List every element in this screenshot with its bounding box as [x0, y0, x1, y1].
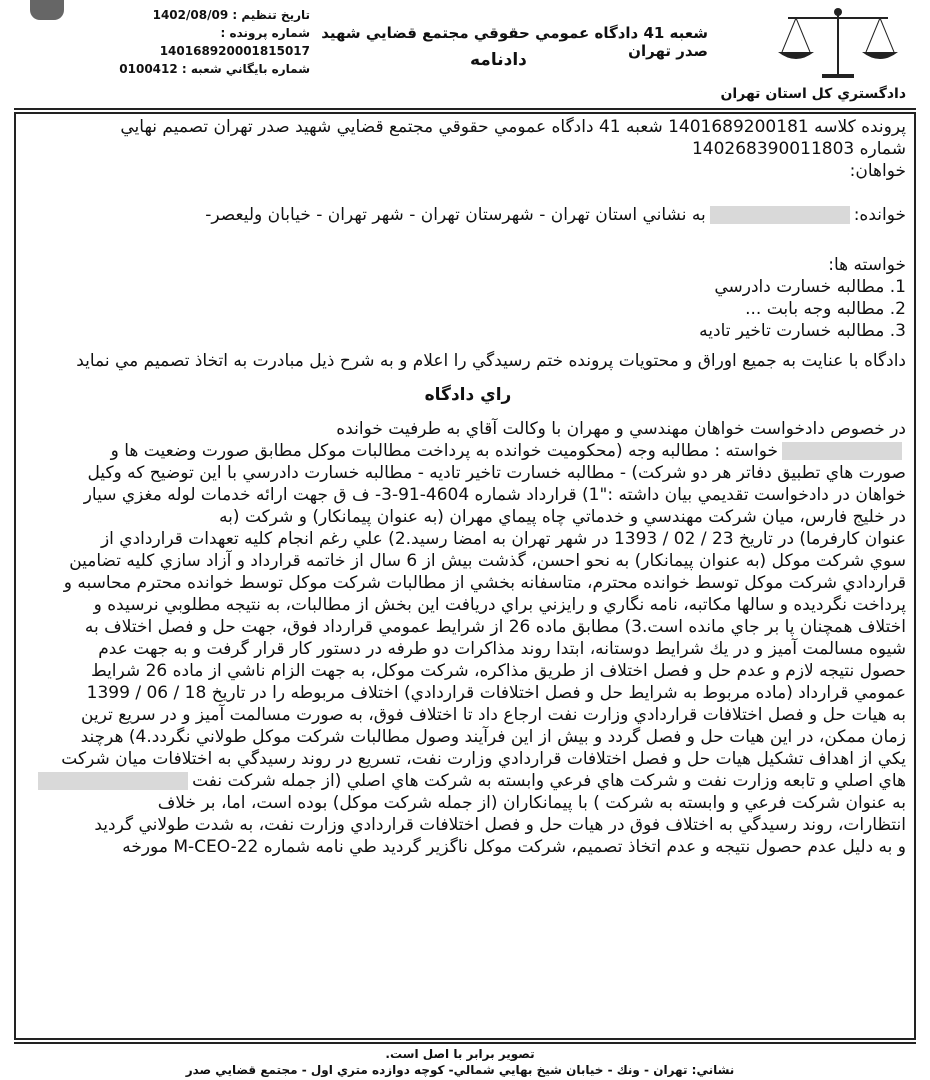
- document-body: [30, 116, 906, 858]
- footer: [20, 1046, 900, 1078]
- body-line: اختلاف همچنان پا بر جاي مانده است.3) مطابق ماده 26 از شرايط عمومي قرارداد فوق، جهت حل و فصل اختلاف به: [84, 617, 906, 637]
- body-line: عنوان كارفرما) در تاريخ 23 / 02 / 1393 در شهر تهران به امضا رسيد.2) علي رغم انجام كليه تعهدات قراردادي از: [100, 529, 906, 549]
- court-main: دادگستري كل استان تهران: [720, 86, 906, 102]
- request-item: 2. مطالبه وجه بابت ...: [745, 299, 906, 319]
- body-line: يكي از اهداف تشكيل هيات حل و فصل اختلافات قراردادي وزارت نفت، تسريع در روند رسيدگي به اختلافات ميان شركت: [61, 749, 906, 769]
- verdict-body: [30, 418, 906, 858]
- redacted-name: [710, 206, 850, 224]
- body-line: قراردادي شركت موكل توسط خوانده محترم، متاسفانه بخشي از مطالبات شركت موكل توسط خوانده محترم محاسبه و: [63, 573, 906, 593]
- court-address: نشاني: تهران - ونك - خيابان شيخ بهايي شمالي- كوچه دوازده متري اول - مجتمع قضايي صدر: [185, 1063, 735, 1077]
- doc-title: دادنامه: [470, 50, 527, 70]
- intro-text: دادگاه با عنايت به جميع اوراق و محتويات پرونده ختم رسيدگي را اعلام و به شرح ذيل مبادرت به اتخاذ تصميم مي نمايد: [76, 351, 906, 371]
- header-divider: [14, 108, 916, 110]
- requests-title: خواسته ها:: [828, 255, 906, 275]
- verdict-title: راي دادگاه: [424, 385, 512, 405]
- corner-mark: [30, 0, 64, 20]
- body-line: به عنوان شركت فرعي و وابسته به شركت ) با پيمانكاران (از جمله شركت موكل) بوده است، اما، بر خلاف: [157, 793, 906, 813]
- plaintiff-label: خواهان:: [849, 161, 906, 181]
- request-item: 3. مطالبه خسارت تاخير تاديه: [699, 321, 906, 341]
- body-line: حصول نتيجه لازم و عدم حل و فصل اختلاف از طريق مذاكره، شركت موكل، به جهت الزام ناشي از ماده 26 شرايط: [90, 661, 906, 681]
- case-line-1: پرونده كلاسه 1401689200181 شعبه 41 دادگاه عمومي حقوقي مجتمع قضايي شهيد صدر تهران تصميم نهايي: [120, 117, 906, 137]
- body-line: سوي شركت موكل (به عنوان پيمانكار) به نحو احسن، گذشت بيش از 6 سال از خاتمه قرارداد و آزاد سازي كليه تضامين: [69, 551, 906, 571]
- body-line: در خليج فارس، ميان شركت مهندسي و خدماتي چاه پيماي مهران (به عنوان پيمانكار) و شركت (به: [219, 507, 906, 527]
- body-line: به هيات حل و فصل اختلافات قراردادي وزارت نفت ارجاع داد تا اختلاف فوق، به صورت مسالمت آميز و در سريع ترين: [81, 705, 906, 725]
- body-line: هاي اصلي و تابعه وزارت نفت و شركت هاي فرعي وابسته به شركت هاي اصلي (از جمله شركت نفت: [30, 770, 906, 792]
- body-line: در خصوص دادخواست خواهان مهندسي و مهران با وكالت آقاي به طرفيت خوانده: [336, 419, 906, 439]
- request-item: 1. مطالبه خسارت دادرسي: [714, 277, 906, 297]
- body-line: صورت هاي تطبيق دفاتر هر دو شركت) - مطالبه خسارت تاخير تاديه - مطالبه خسارت دادرسي با اين توضيح كه وكيل: [87, 463, 906, 483]
- body-line: شيوه مسالمت آميز و در يك شرايط دوستانه، ابتدا روند مذاكرات دو طرفه در دستور كار قرار گرفت و به جهت عدم: [98, 639, 906, 659]
- body-line: عمومي قرارداد (ماده مربوط به شرايط حل و فصل اختلافات قراردادي) اختلاف مربوطه را در تاريخ 18 / 06 / 1399: [86, 683, 906, 703]
- meta-file-number: شماره پرونده : 140168920001815017: [159, 26, 310, 58]
- body-line: خواسته : مطالبه وجه (محكوميت خوانده به پرداخت مطالبات موكل مطابق صورت وضعيت ها و: [30, 440, 906, 462]
- redacted-company: [38, 772, 188, 790]
- meta-date: تاريخ تنظيم : 1402/08/09: [152, 8, 310, 22]
- copy-note: تصوير برابر با اصل است.: [385, 1047, 535, 1061]
- redacted-block: [782, 442, 902, 460]
- branch-line: شعبه 41 دادگاه عمومي حقوقي مجتمع قضايي شهيد صدر تهران: [321, 24, 708, 60]
- body-line: انتظارات، روند رسيدگي به اختلاف فوق در هيات حل و فصل اختلافات قراردادي وزارت نفت، به شدت طولاني گرديد: [94, 815, 906, 835]
- defendant-label: خوانده:: [853, 205, 906, 225]
- scales-of-justice-icon: [768, 4, 908, 84]
- footer-divider: [14, 1042, 916, 1044]
- body-line: و به دليل عدم حصول نتيجه و عدم اتخاذ تصميم، شركت موكل ناگزير گرديد طي نامه شماره M-CEO-22 مورخه: [122, 837, 906, 857]
- header-meta: [70, 6, 310, 78]
- defendant-address: به نشاني استان تهران - شهرستان تهران - شهر تهران - خيابان وليعصر-: [205, 205, 706, 225]
- defendant-line: [30, 204, 906, 226]
- body-line: زمان ممكن، در اين هيات حل و فصل گردد و بيش از اين فرآيند وصول مطالبات شركت موكل طولاني نگردد.4) هرچند: [80, 727, 906, 747]
- body-line: خواهان در دادخواست تقديمي بيان داشته :"1) قرارداد شماره 4604-91-3- ف ق جهت ارائه خدمات لوله مغزي سيار: [83, 485, 906, 505]
- body-line: پرداخت نگرديده و سالها مكاتبه، نامه نگاري و رايزني براي دريافت اين بخش از مطالبات، به نتيجه مطلوبي نرسيده و: [93, 595, 906, 615]
- meta-archive-number: شماره بايگاني شعبه : 0100412: [119, 62, 310, 76]
- case-line-2: شماره 140268390011803: [691, 139, 906, 159]
